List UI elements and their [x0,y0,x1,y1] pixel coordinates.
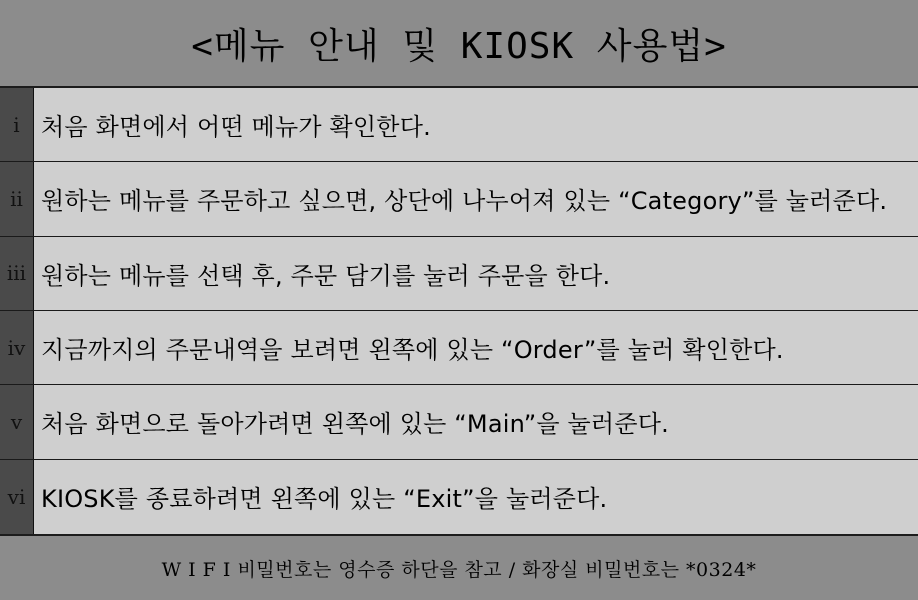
step-text: 원하는 메뉴를 선택 후, 주문 담기를 눌러 주문을 한다. [41,261,611,290]
step-text: 지금까지의 주문내역을 보려면 왼쪽에 있는 “Order”를 눌러 확인한다. [41,336,784,365]
instruction-row-1 [0,88,918,162]
step-text-cell [34,311,918,384]
footer-note: W I F I 비밀번호는 영수증 하단을 참고 / 화장실 비밀번호는 *0324* [161,558,757,581]
step-text-cell [34,237,918,310]
step-text-cell [34,460,918,534]
step-text: KIOSK를 종료하려면 왼쪽에 있는 “Exit”을 눌러준다. [41,485,608,514]
step-text-cell [34,385,918,458]
footer [0,536,918,600]
step-numeral: vi [0,460,34,534]
instruction-row-5 [0,385,918,459]
step-numeral: ii [0,162,34,235]
step-text: 처음 화면에서 어떤 메뉴가 확인한다. [41,113,431,142]
step-text-cell [34,88,918,161]
step-numeral: i [0,88,34,161]
page-title: <메뉴 안내 및 KIOSK 사용법> [191,25,727,67]
instruction-row-2 [0,162,918,236]
step-numeral: iii [0,237,34,310]
step-numeral: v [0,385,34,458]
instruction-list [0,86,918,536]
step-text-cell [34,162,918,235]
step-text: 처음 화면으로 돌아가려면 왼쪽에 있는 “Main”을 눌러준다. [41,410,669,439]
instruction-row-4 [0,311,918,385]
header [0,0,918,86]
instruction-row-6 [0,460,918,534]
step-text: 원하는 메뉴를 주문하고 싶으면, 상단에 나누어져 있는 “Category”를 눌러준다. [41,187,888,216]
instruction-row-3 [0,237,918,311]
step-numeral: iv [0,311,34,384]
